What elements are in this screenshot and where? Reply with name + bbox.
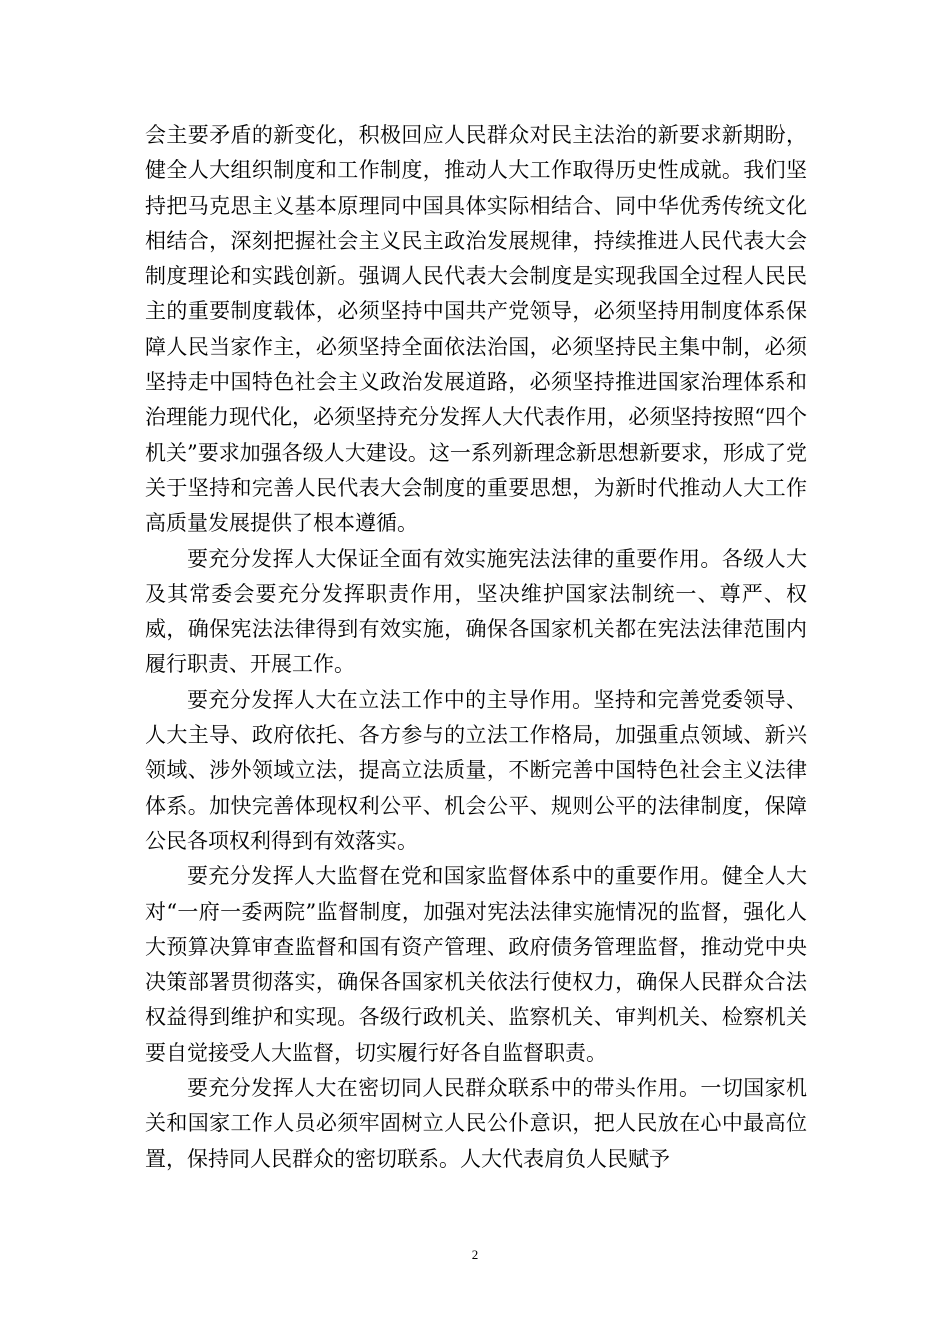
paragraph-constitution-implementation: 要充分发挥人大保证全面有效实施宪法法律的重要作用。各级人大及其常委会要充分发挥职责作用，坚决维护国家法制统一、尊严、权威，确保宪法法律得到有效实施，确保各国家机关都在宪法法律范围内履行职责、开展工作。 (145, 546, 807, 677)
paragraph-public-connection: 要充分发挥人大在密切同人民群众联系中的带头作用。一切国家机关和国家工作人员必须牢固树立人民公仆意识，把人民放在心中最高位置，保持同人民群众的密切联系。人大代表肩负人民赋予 (145, 1076, 807, 1171)
page-number: 2 (471, 1247, 479, 1262)
paragraph-continuation: 会主要矛盾的新变化，积极回应人民群众对民主法治的新要求新期盼，健全人大组织制度和工作制度，推动人大工作取得历史性成就。我们坚持把马克思主义基本原理同中国具体实际相结合、同中华优秀传统文化相结合，深刻把握社会主义民主政治发展规律，持续推进人民代表大会制度理论和实践创新。强调人民代表大会制度是实现我国全过程人民民主的重要制度载体，必须坚持中国共产党领导，必须坚持用制度体系保障人民当家作主，必须坚持全面依法治国，必须坚持民主集中制，必须坚持走中国特色社会主义政治发展道路，必须坚持推进国家治理体系和治理能力现代化，必须坚持充分发挥人大代表作用，必须坚持按照“四个机关”要求加强各级人大建设。这一系列新理念新思想新要求，形成了党关于坚持和完善人民代表大会制度的重要思想，为新时代推动人大工作高质量发展提供了根本遵循。 (145, 123, 807, 536)
paragraph-supervision: 要充分发挥人大监督在党和国家监督体系中的重要作用。健全人大对“一府一委两院”监督制度，加强对宪法法律实施情况的监督，强化人大预算决算审查监督和国有资产管理、政府债务管理监督，推动党中央决策部署贯彻落实，确保各国家机关依法行使权力，确保人民群众合法权益得到维护和实现。各级行政机关、监察机关、审判机关、检察机关要自觉接受人大监督，切实履行好各自监督职责。 (145, 864, 807, 1065)
paragraph-legislation: 要充分发挥人大在立法工作中的主导作用。坚持和完善党委领导、人大主导、政府依托、各方参与的立法工作格局，加强重点领域、新兴领域、涉外领域立法，提高立法质量，不断完善中国特色社会主义法律体系。加快完善体现权利公平、机会公平、规则公平的法律制度，保障公民各项权利得到有效落实。 (145, 687, 807, 853)
document-body (145, 118, 807, 1177)
